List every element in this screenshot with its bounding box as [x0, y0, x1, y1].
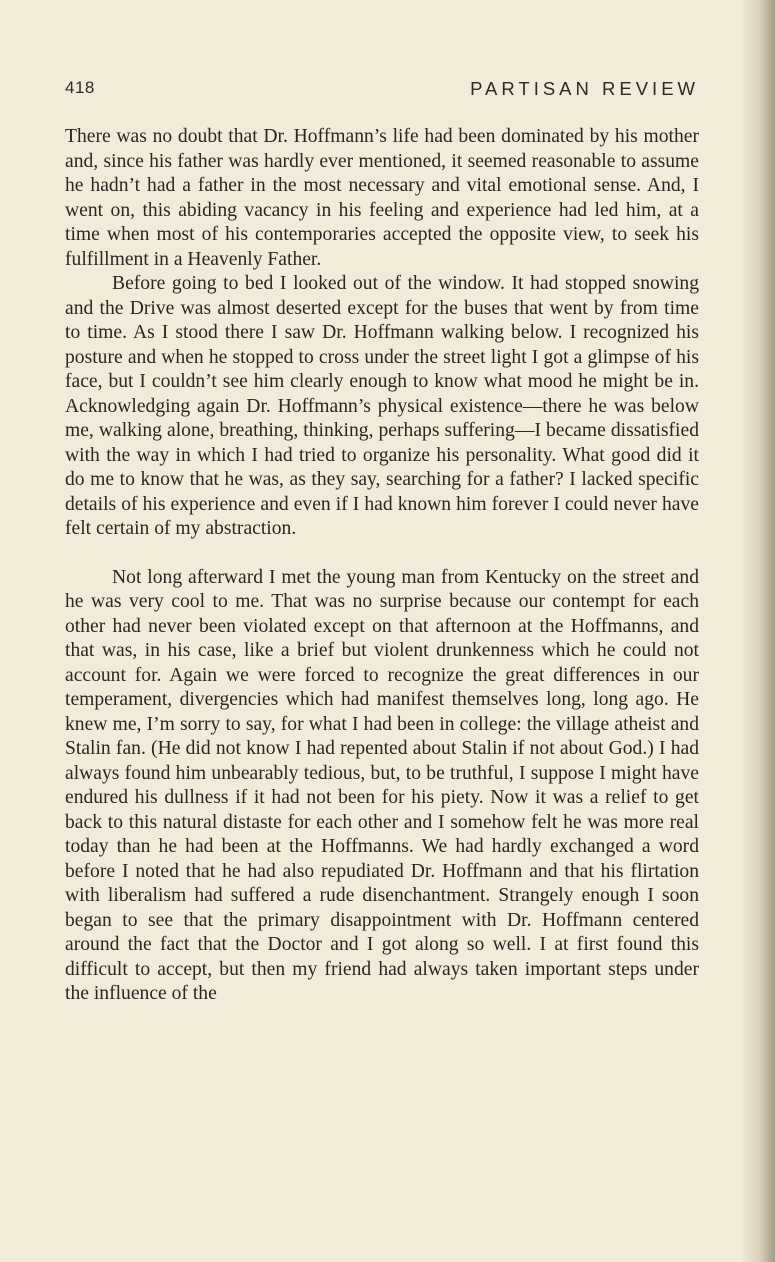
paragraph-2: Before going to bed I looked out of the window. It had stopped snowing and the Drive was almost deserted except for the buses that went by from time to time. As I stood there I saw Dr. Hoffmann walking below. I recognized his posture and when he stopped to cross under the street light I got a glimpse of his face, but I couldn’t see him clearly enough to know what mood he might be in. Acknowledging again Dr. Hoffmann’s physical existence—there he was below me, walking alone, breathing, thinking, perhaps suffering—I became dissatisfied with the way in which I had tried to organize his personality. What good did it do me to know that he was, as they say, searching for a father? I lacked specific details of his experience and even if I had known him forever I could never have felt certain of my abstraction. — [65, 273, 699, 539]
page-edge-shadow — [741, 0, 775, 1262]
body-text — [65, 125, 699, 1007]
running-title: PARTISAN REVIEW — [470, 78, 699, 99]
page-number: 418 — [65, 78, 95, 97]
section-break — [65, 542, 699, 566]
paragraph-3: Not long afterward I met the young man from Kentucky on the street and he was very cool to me. That was no surprise because our contempt for each other had never been violated except on that afternoon at the Hoffmanns, and that was, in his case, like a brief but violent drunkenness which he could not account for. Again we were forced to recognize the great differences in our temperament, divergencies which had manifest themselves long, long ago. He knew me, I’m sorry to say, for what I had been in college: the village atheist and Stalin fan. (He did not know I had repented about Stalin if not about God.) I had always found him unbearably tedious, but, to be truthful, I suppose I might have endured his dullness if it had not been for his piety. Now it was a relief to get back to this natural distaste for each other and I somehow felt he was more real today than he had been at the Hoffmanns. We had hardly exchanged a word before I noted that he had also repudiated Dr. Hoffmann and that his flirtation with liberalism had suffered a rude disenchantment. Strangely enough I soon began to see that the primary disappointment with Dr. Hoffmann centered around the fact that the Doctor and I got along so well. I at first found this difficult to accept, but then my friend had always taken important steps under the influence of the — [65, 566, 699, 1004]
page-header — [65, 78, 699, 104]
paragraph-1: There was no doubt that Dr. Hoffmann’s life had been dominated by his mother and, since his father was hardly ever mentioned, it seemed reasonable to assume he hadn’t had a father in the most necessary and vital emotional sense. And, I went on, this abiding vacancy in his feeling and experience had led him, at a time when most of his contemporaries accepted the opposite view, to seek his fulfillment in a Heavenly Father. — [65, 126, 699, 270]
